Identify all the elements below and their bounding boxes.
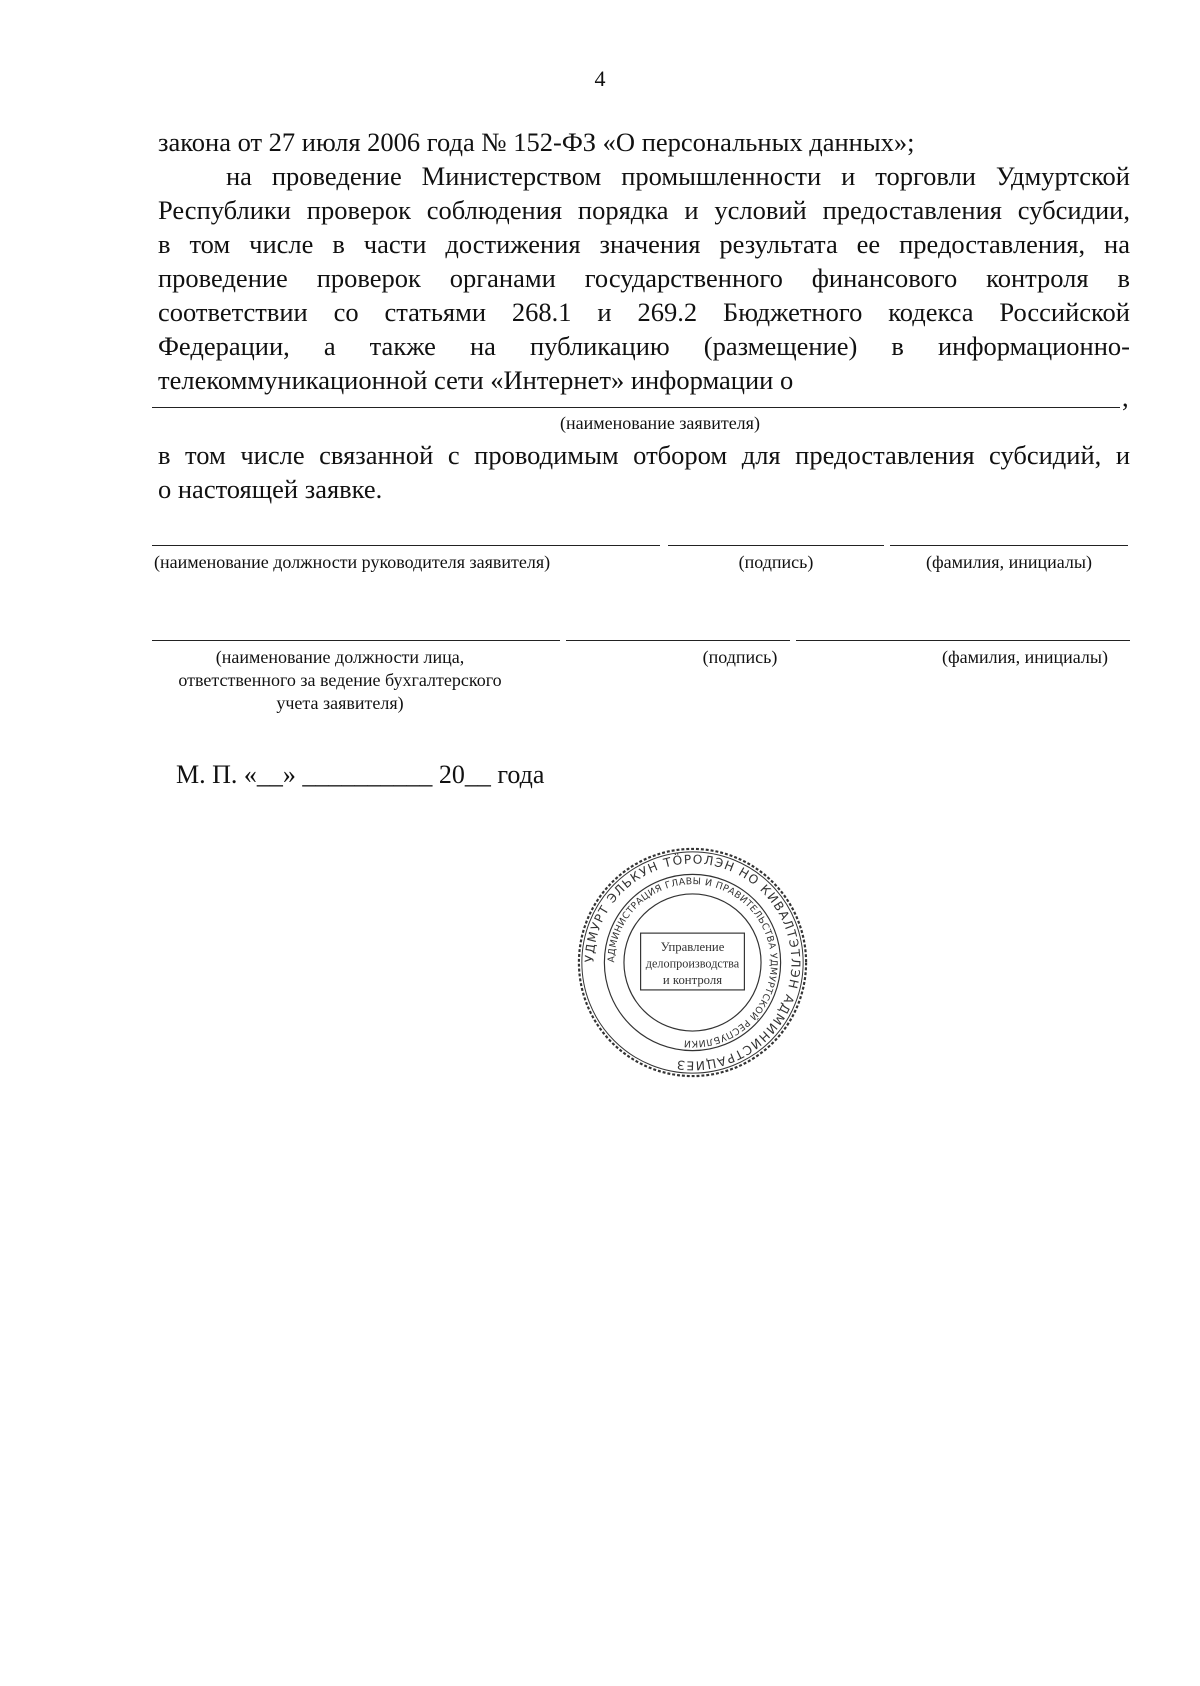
applicant-name-caption: (наименование заявителя) xyxy=(560,413,760,433)
applicant-name-line xyxy=(152,407,1120,408)
paragraph-1-line-1: закона от 27 июля 2006 года № 152-ФЗ «О персональных данных»; xyxy=(158,127,915,157)
accountant-position-caption-line-3: учета заявителя) xyxy=(276,693,404,713)
paragraph-1-line-8: телекоммуникационной сети «Интернет» информации о xyxy=(158,365,794,395)
head-position-caption: (наименование должности руководителя заявителя) xyxy=(154,552,551,572)
head-position-line xyxy=(152,545,660,546)
paragraph-1-line-3: Республики проверок соблюдения порядка и условий предоставления субсидии, xyxy=(158,195,1130,225)
paragraph-1-line-4: в том числе в части достижения значения результата ее предоставления, на xyxy=(158,229,1130,259)
head-name-line xyxy=(890,545,1128,546)
accountant-position-caption-line-1: (наименование должности лица, xyxy=(215,647,465,667)
stamp-center-line-2: делопроизводства xyxy=(645,956,740,971)
svg-text:УДМУРТ ЭЛЬКУН ТӦРОЛЭН НО КИВАЛ: УДМУРТ ЭЛЬКУН ТӦРОЛЭН НО КИВАЛТЭТЛЭН АДМИНИСТРАЦИЕЗ xyxy=(582,852,803,1073)
paragraph-1-line-2: на проведение Министерством промышленности и торговли Удмуртской xyxy=(226,161,1130,191)
head-name-caption: (фамилия, инициалы) xyxy=(926,552,1092,572)
stamp-center-line-3: и контроля xyxy=(662,973,723,988)
svg-text:АДМИНИСТРАЦИЯ ГЛАВЫ И ПРАВИТЕЛ: АДМИНИСТРАЦИЯ ГЛАВЫ И ПРАВИТЕЛЬСТВА УДМУРТСКОЙ РЕСПУБЛИКИ xyxy=(606,876,779,1049)
accountant-position-caption-line-2: ответственного за ведение бухгалтерского xyxy=(178,670,502,690)
head-signature-caption: (подпись) xyxy=(738,552,814,572)
page-number: 4 xyxy=(594,66,606,91)
seal-date-line: М. П. «__» __________ 20__ года xyxy=(176,760,545,789)
accountant-name-caption: (фамилия, инициалы) xyxy=(942,647,1108,667)
paragraph-1-line-7: Федерации, а также на публикацию (размещение) в информационно- xyxy=(158,331,1130,361)
accountant-signature-caption: (подпись) xyxy=(702,647,778,667)
stamp-center-line-1: Управление xyxy=(660,939,725,954)
paragraph-1-line-5: проведение проверок органами государственного финансового контроля в xyxy=(158,263,1130,293)
head-signature-line xyxy=(668,545,884,546)
applicant-name-comma: , xyxy=(1122,382,1129,412)
paragraph-1-line-6: соответствии со статьями 268.1 и 269.2 Бюджетного кодекса Российской xyxy=(158,297,1130,327)
accountant-name-line xyxy=(796,640,1130,641)
official-seal-stamp xyxy=(575,845,810,1080)
accountant-position-line xyxy=(152,640,560,641)
accountant-signature-line xyxy=(566,640,790,641)
paragraph-2-line-1: в том числе связанной с проводимым отбором для предоставления субсидий, и xyxy=(158,440,1130,470)
paragraph-2-line-2: о настоящей заявке. xyxy=(158,474,383,504)
